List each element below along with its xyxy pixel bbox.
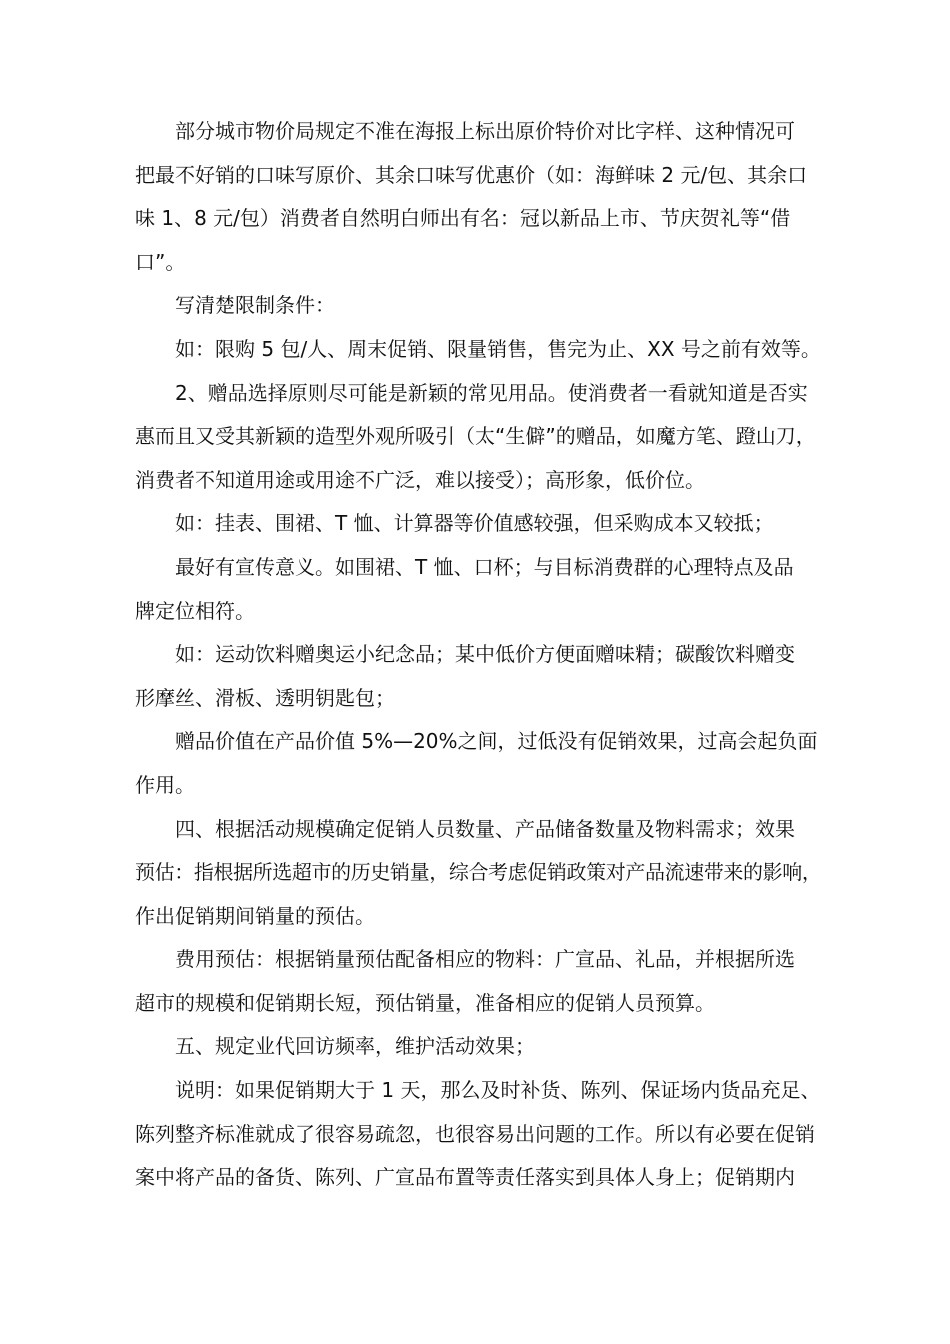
paragraph: [135, 502, 825, 546]
paragraph: [135, 372, 825, 503]
paragraph: [135, 720, 825, 807]
text-line: 赠品价值在产品价值 5%—20%之间，过低没有促销效果，过高会起负面: [175, 729, 818, 754]
text-line: 如：运动饮料赠奥运小纪念品；某中低价方便面赠味精；碳酸饮料赠变: [175, 642, 795, 667]
text-line: 形摩丝、滑板、透明钥匙包；: [135, 685, 395, 710]
text-line: 写清楚限制条件：: [175, 293, 335, 318]
text-line: 陈列整齐标准就成了很容易疏忽，也很容易出问题的工作。所以有必要在促销: [135, 1121, 815, 1146]
paragraph: [135, 1025, 825, 1069]
text-line: 最好有宣传意义。如围裙、T 恤、口杯；与目标消费群的心理特点及品: [175, 554, 794, 579]
text-line: 如：限购 5 包/人、周末促销、限量销售，售完为止、XX 号之前有效等。: [175, 336, 821, 361]
text-line: 作用。: [135, 772, 195, 797]
text-line: 部分城市物价局规定不准在海报上标出原价特价对比字样、这种情况可: [175, 119, 795, 143]
text-line: 2、赠品选择原则尽可能是新颖的常见用品。使消费者一看就知道是否实: [175, 380, 808, 405]
paragraph: [135, 633, 825, 720]
paragraph: [135, 284, 825, 328]
text-line: 牌定位相符。: [135, 598, 255, 623]
text-line: 案中将产品的备货、陈列、广宣品布置等责任落实到具体人身上；促销期内: [135, 1165, 795, 1190]
paragraph: [135, 546, 825, 633]
paragraph: [135, 808, 825, 939]
paragraph: [135, 110, 825, 284]
text-line: 费用预估：根据销量预估配备相应的物料：广宣品、礼品，并根据所选: [175, 947, 795, 972]
paragraph: [135, 328, 825, 372]
text-line: 把最不好销的口味写原价、其余口味写优惠价（如：海鲜味 2 元/包、其余口: [135, 162, 808, 187]
text-line: 预估：指根据所选超市的历史销量，综合考虑促销政策对产品流速带来的影响，: [135, 860, 822, 885]
text-line: 味 1、8 元/包）消费者自然明白师出有名：冠以新品上市、节庆贺礼等“借: [135, 206, 791, 231]
text-line: 口”。: [135, 249, 186, 274]
text-line: 四、根据活动规模确定促销人员数量、产品储备数量及物料需求；效果: [175, 816, 795, 841]
text-line: 说明：如果促销期大于 1 天，那么及时补货、陈列、保证场内货品充足、: [175, 1078, 821, 1103]
document-body: [135, 110, 825, 1200]
text-line: 五、规定业代回访频率，维护活动效果；: [175, 1034, 535, 1059]
text-line: 惠而且又受其新颖的造型外观所吸引（太“生僻”的赠品，如魔方笔、蹬山刀，: [135, 424, 816, 449]
text-line: 作出促销期间销量的预估。: [135, 903, 375, 928]
paragraph: [135, 938, 825, 1025]
text-line: 消费者不知道用途或用途不广泛，难以接受）；高形象，低价位。: [135, 467, 705, 492]
text-line: 如：挂表、围裙、T 恤、计算器等价值感较强，但采购成本又较抵；: [175, 511, 774, 536]
text-line: 超市的规模和促销期长短，预估销量，准备相应的促销人员预算。: [135, 990, 715, 1015]
paragraph: [135, 1069, 825, 1200]
